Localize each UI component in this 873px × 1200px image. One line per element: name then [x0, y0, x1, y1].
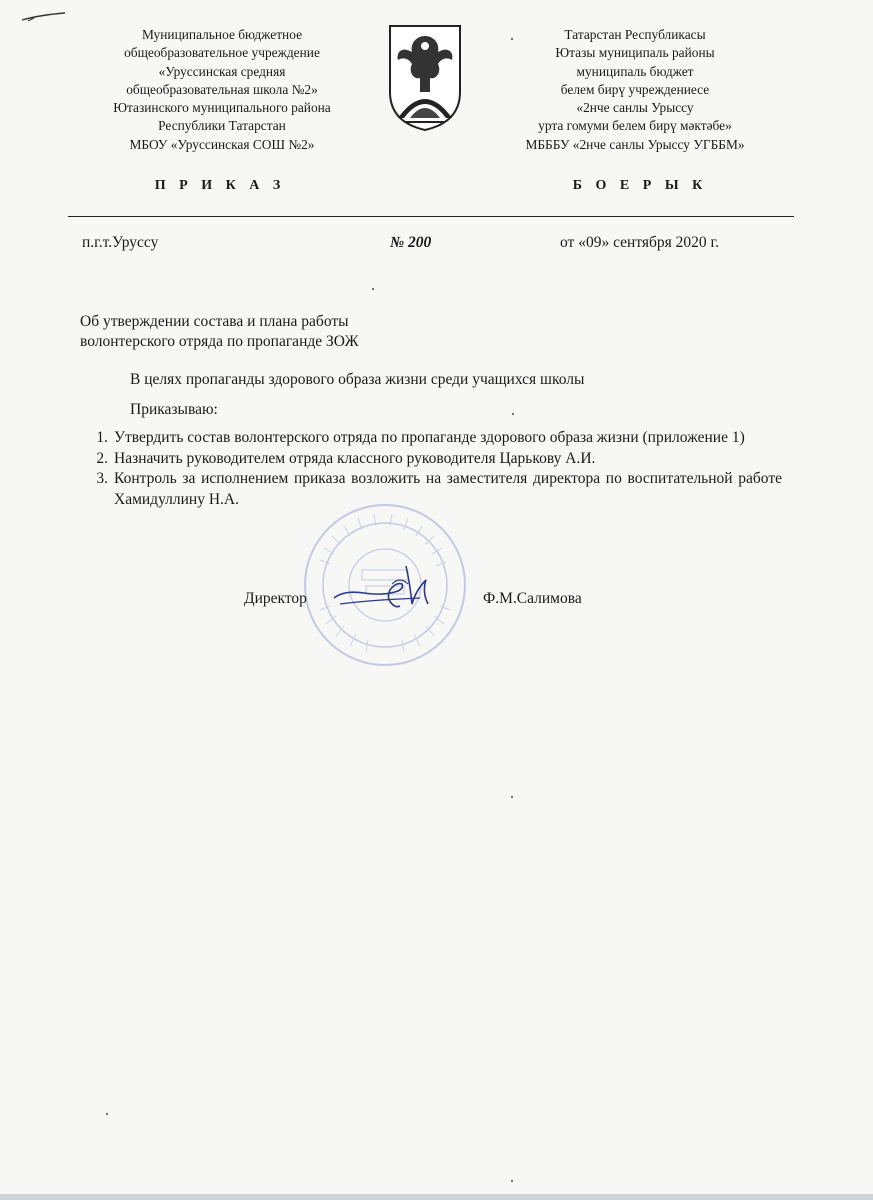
scan-speck: [512, 413, 514, 415]
header-right-line: белем бирү учреждениесе: [560, 81, 710, 97]
subject-line: волонтерского отряда по пропаганде ЗОЖ: [80, 333, 359, 350]
list-item: [80, 428, 782, 449]
header-right-line: Татарстан Республикасы: [564, 27, 706, 42]
scan-speck: [511, 796, 513, 798]
list-item-number: 1.: [96, 429, 108, 446]
list-item-text: Утвердить состав волонтерского отряда по пропаганде здорового образа жизни (приложение 1): [114, 429, 745, 446]
header-right-line: «2нче санлы Урыссу: [576, 100, 694, 116]
order-word: Приказываю:: [130, 401, 218, 418]
signatory-role: Директор: [244, 590, 307, 607]
header-left-line: Республики Татарстан: [158, 118, 286, 134]
document-number: № 200: [390, 234, 432, 251]
header-right-line: МБББУ «2нче санлы Урыссу УГББМ»: [525, 136, 745, 152]
document-subject: [80, 312, 358, 352]
header-left-line: «Уруссинская средняя: [158, 63, 286, 79]
header-right-institution: [510, 26, 760, 154]
header-left-line: Ютазинского муниципального района: [113, 100, 331, 116]
coat-of-arms-icon: [386, 22, 464, 132]
list-item-text: Назначить руководителем отряда классного руководителя Царькову А.И.: [114, 449, 596, 467]
header-left-line: МБОУ «Уруссинская СОШ №2»: [129, 136, 315, 152]
preamble: В целях пропаганды здорового образа жизни среди учащихся школы: [130, 371, 585, 388]
header-left-institution: [92, 26, 352, 154]
header-left-line: Муниципальное бюджетное: [141, 27, 303, 42]
list-item-number: 2.: [96, 449, 108, 467]
scan-edge: [0, 1194, 873, 1200]
header-divider: [68, 216, 794, 217]
signatory-name: Ф.М.Салимова: [483, 590, 582, 607]
pen-mark: [20, 10, 80, 22]
header-right-line: муниципаль бюджет: [576, 63, 694, 79]
header-left-line: общеобразовательное учреждение: [124, 45, 320, 61]
scan-speck: [511, 1180, 513, 1182]
scan-speck: [372, 288, 374, 290]
list-item-number: 3.: [96, 470, 108, 487]
header-right-line: урта гомуми белем бирү мәктәбе»: [538, 118, 732, 134]
document-title-tt: Б О Е Р Ы К: [572, 178, 708, 193]
document-title-ru: П Р И К А З: [154, 178, 286, 193]
document-date: от «09» сентября 2020 г.: [560, 234, 720, 251]
header-left-line: общеобразовательная школа №2»: [126, 81, 318, 97]
scan-speck: [106, 1113, 108, 1115]
document-place: п.г.т.Уруссу: [82, 234, 159, 251]
subject-line: Об утверждении состава и плана работы: [80, 313, 349, 330]
list-item-text: Контроль за исполнением приказа возложить на заместителя директора по воспитательной работе Хамидуллину Н.А.: [114, 470, 782, 508]
order-items-list: [80, 428, 782, 510]
handwritten-signature-icon: [330, 560, 445, 615]
header-right-line: Ютазы муниципаль районы: [555, 45, 715, 61]
list-item: [80, 449, 782, 470]
scan-speck: [511, 38, 513, 40]
